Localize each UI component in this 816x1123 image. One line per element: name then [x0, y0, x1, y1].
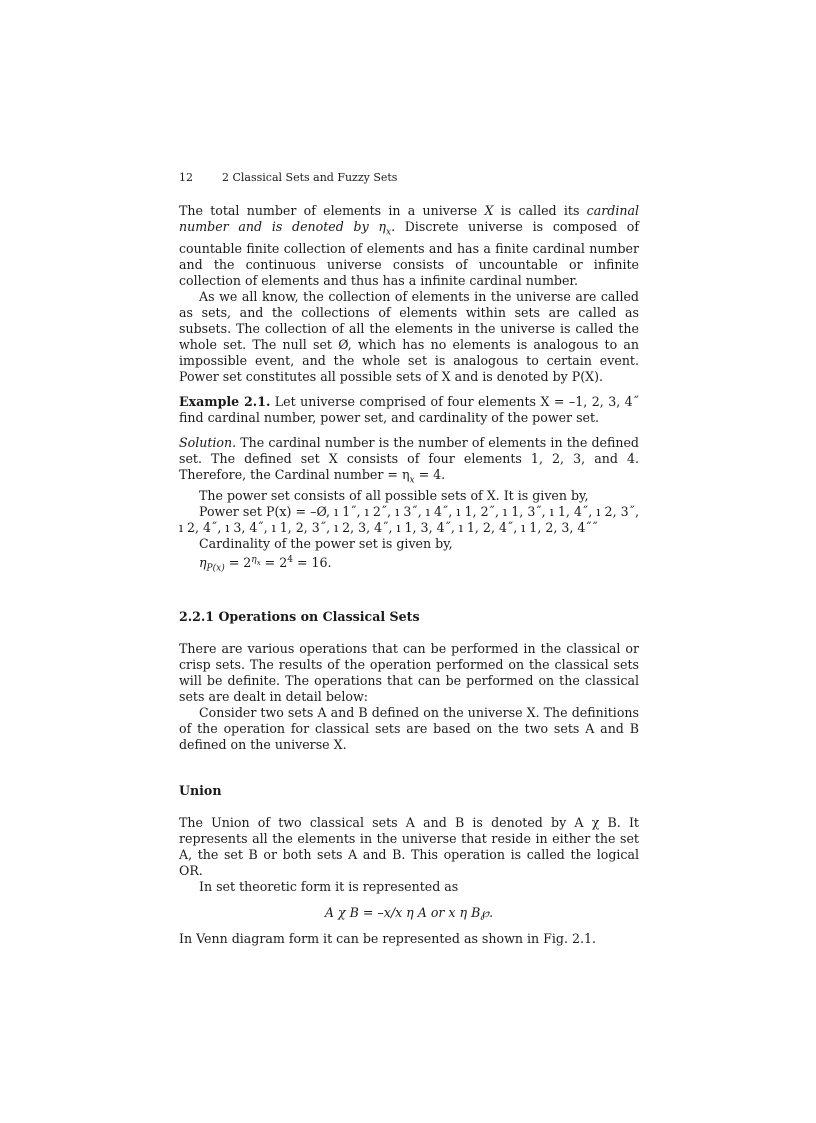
union-equation: A χ B = –x/x η A or x η B℘. — [324, 904, 494, 920]
page-number: 12 — [179, 171, 193, 184]
example-2-1: Example 2.1. Let universe comprised of four elements X = –1, 2, 3, 4˝ find cardinal number, power set, and cardinality of the power set. — [179, 393, 639, 425]
solution-power-set-intro: The power set consists of all possible sets of X. It is given by, — [199, 488, 589, 504]
solution-cardinality-equation: $\eta_{P(x)} = 2^{\eta_x} = 2^4 = 16$. — [199, 555, 332, 574]
page — [179, 170, 639, 947]
union-paragraph-3: In Venn diagram form it can be represented as shown in Fig. 2.1. — [179, 930, 596, 946]
solution-paragraph: Solution. The cardinal number is the number of elements in the defined set. The defined set X consists of four elements 1, 2, 3, and 4. Therefore, the Cardinal number = $\eta_x = 4$. — [179, 434, 639, 486]
running-head — [179, 170, 639, 186]
subsection-title-union: Union — [179, 782, 222, 798]
union-paragraph-2: In set theoretic form it is represented as — [199, 878, 459, 894]
union-paragraph-1: The Union of two classical sets A and B is denoted by A χ B. It represents all the elements in the universe that reside in either the set A, the set B or both sets A and B. This operation is called the logical OR. — [179, 814, 639, 878]
solution-cardinality-intro: Cardinality of the power set is given by, — [199, 536, 453, 552]
solution-power-set: Power set P(x) = –Ø, ı 1˝, ı 2˝, ı 3˝, ı 4˝, ı 1, 2˝, ı 1, 3˝, ı 1, 4˝, ı 2, 3˝, ı 2, 4˝, ı 3, 4˝, ı 1, 2, 3˝, ı 2, 3, 4˝, ı 1, 3, 4˝, ı 1, 2, 4˝, ı 1, 2, 3, 4˝˝ — [179, 504, 639, 536]
operations-paragraph-2: Consider two sets A and B defined on the universe X. The definitions of the operation for classical sets are based on the two sets A and B defined on the universe X. — [179, 704, 639, 752]
section-title-operations: 2.2.1 Operations on Classical Sets — [179, 608, 420, 624]
solution-label: Solution. — [179, 434, 237, 450]
chapter-title: 2 Classical Sets and Fuzzy Sets — [222, 171, 398, 184]
operations-paragraph-1: There are various operations that can be performed in the classical or crisp sets. The results of the operation performed on the classical sets will be definite. The operations that can be performed on the classical sets are dealt in detail below: — [179, 640, 639, 704]
paragraph-cardinal-number: The total number of elements in a universe X is called its cardinal number and is denoted by $\eta_x$. Discrete universe is composed of countable finite collection of elements and has a finite cardinal number and the continuous universe consists of uncountable or infinite collection of elements and thus has a infinite cardinal number. — [179, 203, 639, 288]
paragraph-sets: As we all know, the collection of elements in the universe are called as sets, and the collections of elements within sets are called as subsets. The collection of all the elements in the universe is called the whole set. The null set Ø, which has no elements is analogous to an impossible event, and the whole set is analogous to certain event. Power set constitutes all possible sets of X and is denoted by P(X). — [179, 288, 639, 384]
example-label: Example 2.1. — [179, 393, 271, 409]
